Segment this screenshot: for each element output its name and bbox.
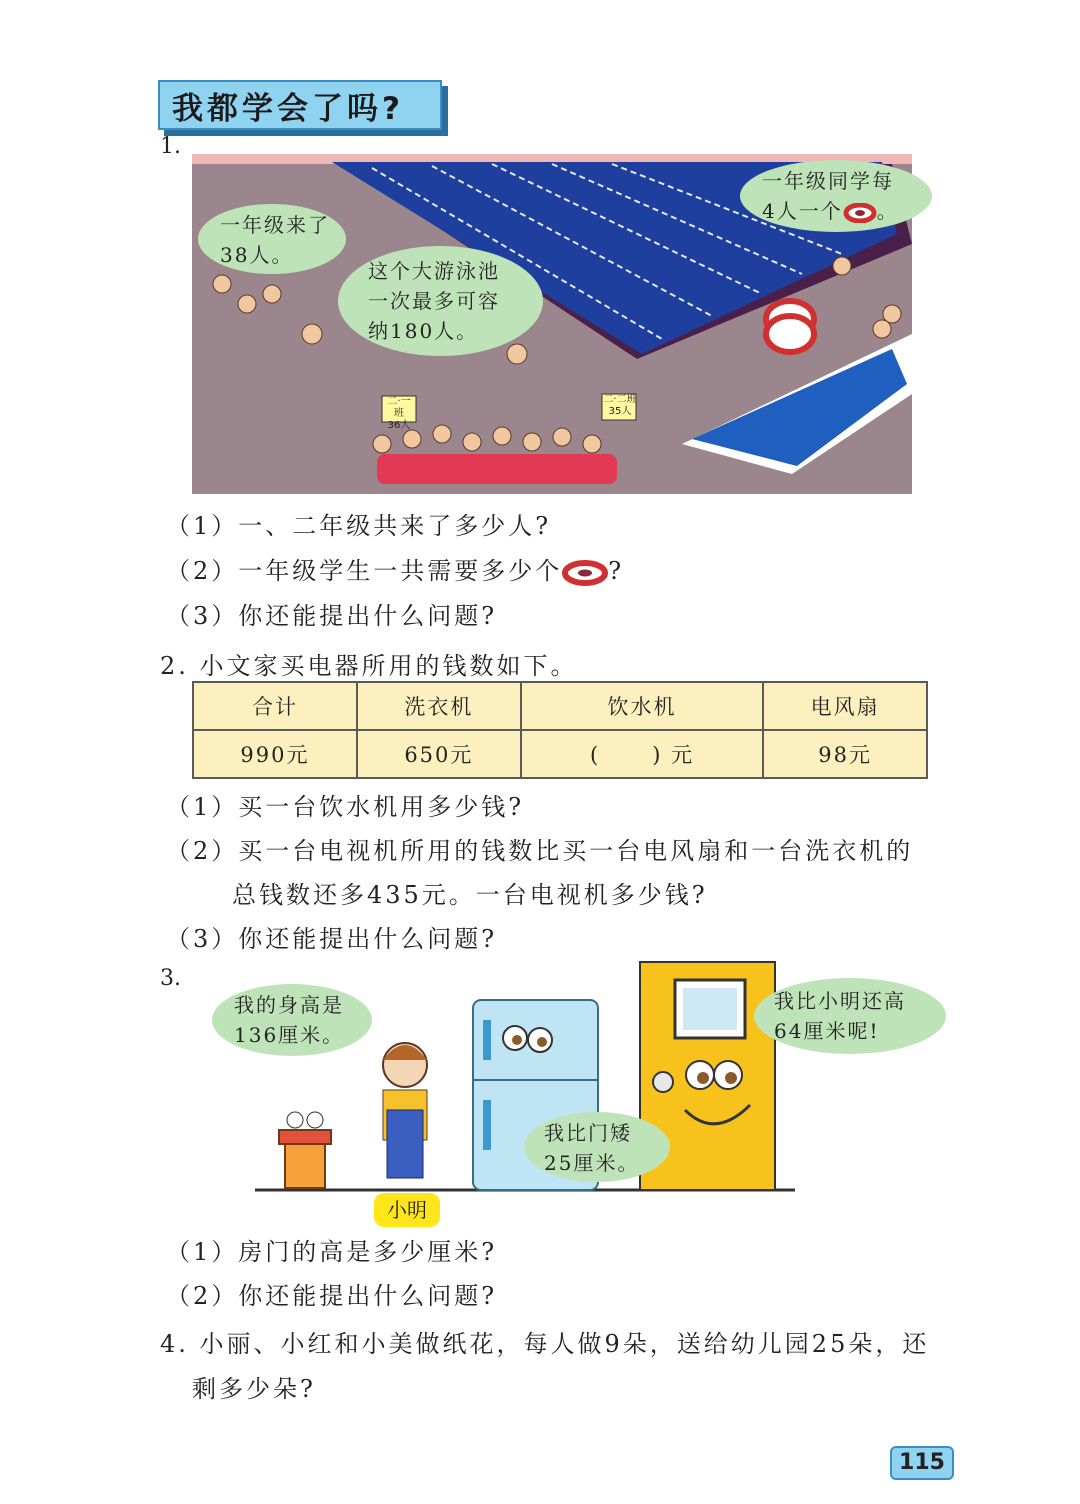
p3-question-1: （1）房门的高是多少厘米? [166,1238,498,1266]
table-cell-blank: ( ) 元 [521,730,763,778]
p3-question-2: （2）你还能提出什么问题? [166,1282,498,1310]
fridge-bubble-line2: 25厘米。 [544,1151,640,1175]
door-bubble-line2: 64厘米呢! [774,1019,880,1043]
p1-question-1: （1）一、二年级共来了多少人? [166,512,552,540]
table-header-row [193,682,927,730]
appliance-price-table [192,681,928,779]
table-row [193,730,927,778]
pool-bubble-line3: 纳180人。 [368,319,479,343]
problem-4-line1: 4. 小丽、小红和小美做纸花，每人做9朵，送给幼儿园25朵，还 [160,1330,930,1358]
ring-bubble-line1: 一年级同学每 [762,169,894,193]
door-height-bubble [754,978,946,1054]
xiaoming-bubble-line2: 136厘米。 [234,1023,345,1047]
swim-ring-icon [843,203,877,223]
class-2-sign-line1: 二·二班 [603,394,637,405]
table-header: 合计 [193,682,357,730]
section-title [158,80,442,130]
problem-1-number: 1. [160,134,181,159]
problem-3-number: 3. [160,966,181,991]
xiaoming-bubble-line1: 我的身高是 [234,993,344,1017]
grade1-bubble-line2: 38人。 [220,243,294,267]
p1-question-2 [166,551,624,586]
table-cell: 650元 [357,730,521,778]
p1-question-2-end: ? [608,557,625,585]
pool-bubble-line1: 这个大游泳池 [368,259,500,283]
problem-4-line2: 剩多少朵? [192,1375,316,1403]
table-cell: 98元 [763,730,927,778]
swim-ring-icon [562,560,608,586]
table-header: 电风扇 [763,682,927,730]
class-2-sign [603,394,637,418]
grade1-bubble-line1: 一年级来了 [220,213,330,237]
ring-bubble-line2-end: 。 [876,199,899,223]
ring-bubble-line2 [762,196,932,226]
class-1-sign-line1: 二·一班 [387,396,411,419]
table-cell: 990元 [193,730,357,778]
ring-bubble-line2-text: 4人一个 [762,199,843,223]
xiaoming-name-tag: 小明 [374,1193,440,1227]
fridge-height-bubble [524,1112,670,1182]
p2-question-2-cont: 总钱数还多435元。一台电视机多少钱? [232,881,708,909]
p1-question-3: （3）你还能提出什么问题? [166,602,498,630]
p2-question-1: （1）买一台饮水机用多少钱? [166,793,525,821]
class-2-sign-line2: 35人 [608,406,632,417]
pool-capacity-bubble [338,246,543,356]
p2-question-3: （3）你还能提出什么问题? [166,925,498,953]
table-header: 洗衣机 [357,682,521,730]
section-title-text: 我都学会了吗? [172,90,404,127]
table-header: 饮水机 [521,682,763,730]
fridge-bubble-line1: 我比门矮 [544,1121,632,1145]
p1-question-2-text: （2）一年级学生一共需要多少个 [166,557,563,585]
class-1-sign-line2: 36人 [387,420,411,431]
xiaoming-height-bubble [212,984,372,1056]
class-1-sign [383,396,415,432]
problem-2-intro: 2. 小文家买电器所用的钱数如下。 [160,652,578,680]
grade1-arrival-bubble [198,204,346,274]
page-number: 115 [890,1446,954,1480]
door-bubble-line1: 我比小明还高 [774,989,906,1013]
ring-rule-bubble [740,160,932,232]
pool-bubble-line2: 一次最多可容 [368,289,500,313]
p2-question-2: （2）买一台电视机所用的钱数比买一台电风扇和一台洗衣机的 [166,837,914,865]
